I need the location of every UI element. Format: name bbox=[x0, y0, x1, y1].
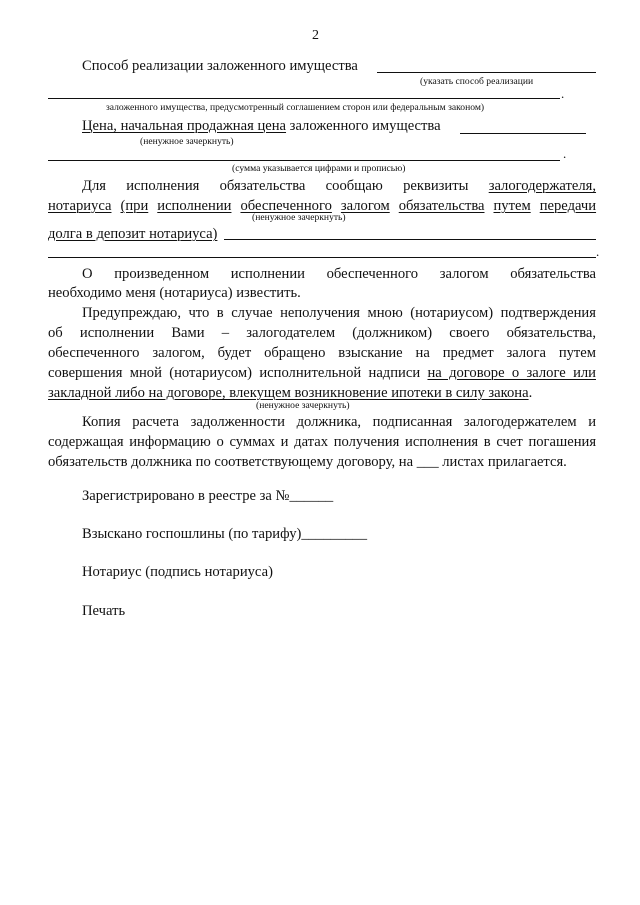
price-hint-sum: (сумма указывается цифрами и прописью) bbox=[232, 163, 406, 174]
word: и bbox=[588, 414, 596, 430]
word: сообщаю bbox=[325, 178, 383, 194]
realization-fill-line bbox=[377, 72, 596, 73]
notary-signature-line: Нотариус (подпись нотариуса) bbox=[82, 564, 273, 580]
word: информацию bbox=[129, 434, 211, 450]
word: Вами bbox=[171, 325, 205, 341]
word: Копия bbox=[82, 414, 121, 430]
word: путем bbox=[558, 345, 597, 361]
word: предмет bbox=[442, 345, 494, 361]
word: своего bbox=[449, 325, 490, 341]
word: залогодержателем bbox=[463, 414, 577, 430]
word: обращено bbox=[264, 345, 326, 361]
word: датах bbox=[294, 434, 329, 450]
word: О bbox=[82, 266, 93, 282]
word: суммах bbox=[229, 434, 275, 450]
word: обязательства bbox=[219, 178, 306, 194]
price-label-rest: заложенного имущества bbox=[286, 118, 441, 134]
word: исполнении bbox=[230, 266, 305, 282]
word: взыскание bbox=[338, 345, 403, 361]
word-underlined: на договоре о залоге или bbox=[427, 365, 596, 381]
word: исполнения bbox=[405, 434, 479, 450]
page-number: 2 bbox=[312, 28, 319, 43]
price-fill-line bbox=[460, 133, 586, 134]
word: нотариуса bbox=[48, 198, 112, 214]
word: на bbox=[415, 345, 430, 361]
word: что bbox=[188, 305, 210, 321]
copy-line-1 bbox=[82, 412, 596, 432]
word: содержащая bbox=[48, 434, 124, 450]
line-end-dot: . bbox=[596, 244, 600, 259]
word: передачи bbox=[539, 198, 597, 214]
word: – bbox=[221, 325, 230, 341]
word: произведенном bbox=[114, 266, 210, 282]
word: обязательства bbox=[398, 198, 485, 214]
word-underlined: закладной либо на договоре, влекущем возникновение ипотеки в силу закона bbox=[48, 385, 529, 401]
word: обеспеченного bbox=[326, 266, 419, 282]
word: будет bbox=[217, 345, 252, 361]
period: . bbox=[528, 385, 533, 401]
seal-label: Печать bbox=[82, 603, 126, 619]
requisites-line-1 bbox=[82, 176, 596, 196]
word: залога bbox=[506, 345, 546, 361]
word: залогом bbox=[439, 266, 489, 282]
line-end-dot: . bbox=[561, 86, 565, 101]
requisites-fill-line bbox=[224, 239, 596, 240]
word: и bbox=[280, 434, 289, 450]
word: (при bbox=[120, 198, 149, 214]
word: залогом, bbox=[152, 345, 205, 361]
warning-line-3 bbox=[48, 343, 596, 363]
word-underlined: залогодержателя, bbox=[488, 178, 597, 194]
word: обеспеченного bbox=[240, 198, 332, 214]
word: в bbox=[216, 305, 224, 321]
word: случае bbox=[231, 305, 273, 321]
realization-hint-2: заложенного имущества, предусмотренный соглашением сторон или федеральным законом) bbox=[106, 102, 485, 113]
word: Для bbox=[82, 178, 106, 194]
price-label bbox=[82, 116, 441, 136]
word: расчета bbox=[132, 414, 180, 430]
price-label-struck: Цена, начальная продажная цена bbox=[82, 118, 287, 134]
requisites-line-3 bbox=[48, 224, 217, 244]
requisites-hint-strike: (ненужное зачеркнуть) bbox=[252, 212, 346, 223]
word: исполнении bbox=[79, 325, 155, 341]
word: неполучения bbox=[280, 305, 360, 321]
price-hint-strike: (ненужное зачеркнуть) bbox=[140, 136, 234, 147]
warning-line-2 bbox=[48, 323, 596, 343]
word: должника, bbox=[296, 414, 362, 430]
word: счет bbox=[496, 434, 523, 450]
line-end-dot: . bbox=[563, 146, 567, 161]
registered-line: Зарегистрировано в реестре за №______ bbox=[82, 488, 334, 504]
realization-fill-line-2 bbox=[48, 98, 560, 99]
word: исполнительной bbox=[259, 365, 362, 381]
copy-line-2 bbox=[48, 432, 596, 452]
word: погашения bbox=[528, 434, 597, 450]
notify-line-1 bbox=[82, 264, 596, 284]
word: о bbox=[216, 434, 224, 450]
word: задолженности bbox=[190, 414, 285, 430]
price-fill-line-2 bbox=[48, 160, 560, 161]
word: реквизиты bbox=[403, 178, 469, 194]
word: путем bbox=[493, 198, 531, 214]
requisites-fill-line-2 bbox=[48, 257, 596, 258]
word: совершения bbox=[48, 365, 123, 381]
word: (должником) bbox=[352, 325, 433, 341]
word: (нотариусом) bbox=[169, 365, 253, 381]
notify-line-2: необходимо меня (нотариуса) известить. bbox=[48, 285, 301, 301]
word: мною bbox=[367, 305, 403, 321]
realization-label: Способ реализации заложенного имущества bbox=[82, 58, 358, 74]
word: об bbox=[48, 325, 63, 341]
warning-hint-strike: (ненужное зачеркнуть) bbox=[256, 400, 350, 411]
word: подписанная bbox=[372, 414, 453, 430]
word: обязательства bbox=[510, 266, 596, 282]
word: исполнении bbox=[157, 198, 232, 214]
word: в bbox=[483, 434, 491, 450]
realization-hint-1: (указать способ реализации bbox=[420, 76, 534, 87]
warning-line-4 bbox=[48, 363, 596, 383]
word: залогодателем bbox=[246, 325, 336, 341]
word: Предупреждаю, bbox=[82, 305, 181, 321]
word: залогом bbox=[340, 198, 390, 214]
word-underlined: долга в депозит нотариуса) bbox=[48, 226, 218, 242]
word: мной bbox=[129, 365, 162, 381]
word: подтверждения bbox=[500, 305, 596, 321]
word: обязательства, bbox=[506, 325, 597, 341]
fee-line: Взыскано госпошлины (по тарифу)_________ bbox=[82, 526, 368, 542]
word: обеспеченного bbox=[48, 345, 140, 361]
warning-line-1 bbox=[82, 303, 596, 323]
word: получения bbox=[333, 434, 400, 450]
copy-line-3: обязательств должника по соответствующему договору, на ___ листах прилагается. bbox=[48, 454, 567, 470]
word: надписи bbox=[368, 365, 421, 381]
word: исполнения bbox=[126, 178, 200, 194]
word: (нотариусом) bbox=[410, 305, 494, 321]
